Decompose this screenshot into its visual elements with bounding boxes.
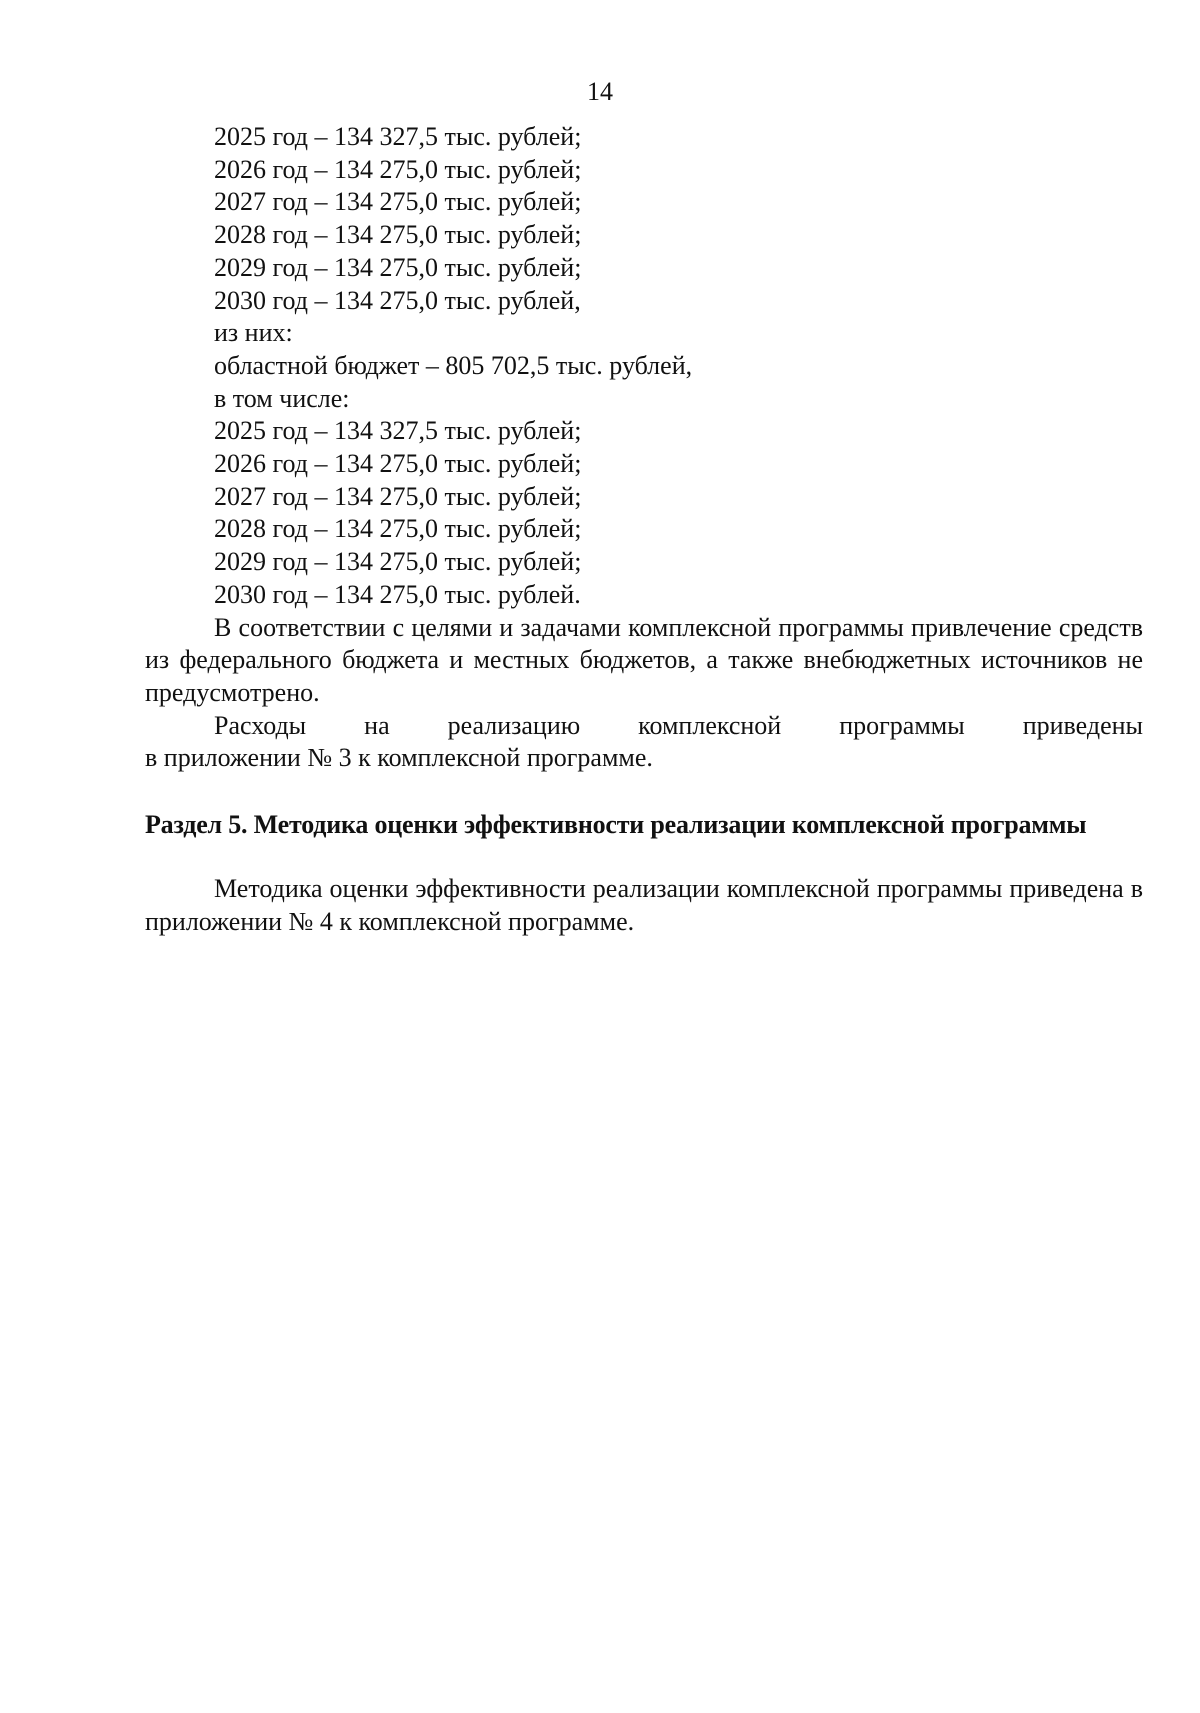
- regional-year-line: 2030 год – 134 275,0 тыс. рублей.: [214, 579, 581, 609]
- total-year-line: 2028 год – 134 275,0 тыс. рублей;: [214, 220, 582, 250]
- document-body: [145, 121, 1143, 938]
- section-heading: Раздел 5. Методика оценки эффективности реализации комплексной программы: [145, 810, 1087, 840]
- regional-year-line: 2028 год – 134 275,0 тыс. рублей;: [214, 514, 582, 544]
- of-them-label: из них:: [214, 318, 293, 348]
- regional-budget-line: областной бюджет – 805 702,5 тыс. рублей,: [214, 350, 693, 380]
- page-number: 14: [587, 77, 613, 106]
- funding-paragraph: В соответствии с целями и задачами комплексной программы привлечение средств из федерального бюджета и местных бюджетов, а также внебюджетных источников не предусмотрено.: [145, 612, 1143, 707]
- total-year-line: 2026 год – 134 275,0 тыс. рублей;: [214, 154, 582, 184]
- regional-year-line: 2025 год – 134 327,5 тыс. рублей;: [214, 416, 582, 446]
- total-year-line: 2029 год – 134 275,0 тыс. рублей;: [214, 252, 582, 282]
- expenses-paragraph-line2: в приложении № 3 к комплексной программе.: [145, 743, 653, 773]
- including-label: в том числе:: [214, 383, 350, 413]
- total-year-line: 2027 год – 134 275,0 тыс. рублей;: [214, 187, 582, 217]
- method-paragraph: Методика оценки эффективности реализации комплексной программы приведена в приложении № 4 к комплексной программе.: [145, 874, 1143, 936]
- regional-year-line: 2029 год – 134 275,0 тыс. рублей;: [214, 547, 582, 577]
- total-year-line: 2030 год – 134 275,0 тыс. рублей,: [214, 285, 581, 315]
- total-year-line: 2025 год – 134 327,5 тыс. рублей;: [214, 122, 582, 151]
- expenses-paragraph-line1: Расходы на реализацию комплексной программы приведены: [214, 710, 1143, 740]
- regional-year-line: 2026 год – 134 275,0 тыс. рублей;: [214, 449, 582, 479]
- regional-year-line: 2027 год – 134 275,0 тыс. рублей;: [214, 481, 582, 511]
